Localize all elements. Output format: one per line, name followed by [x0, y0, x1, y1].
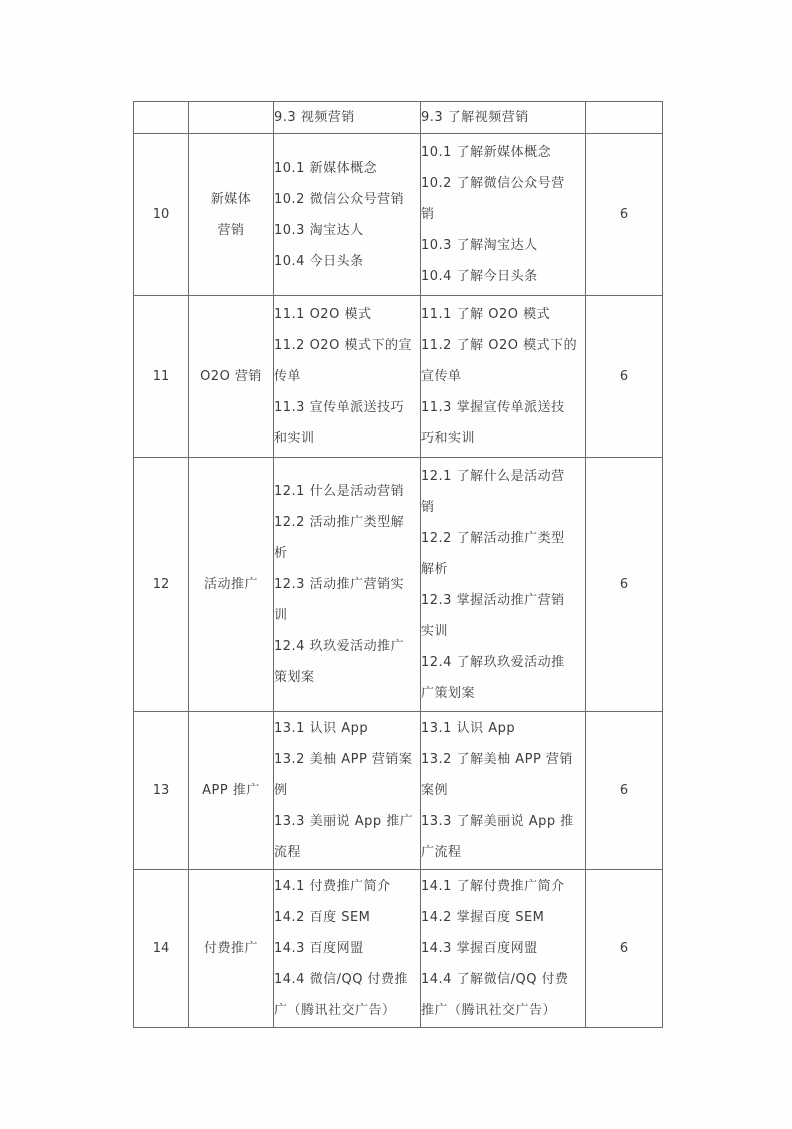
goal-cell: [421, 102, 586, 134]
goal-cell: [421, 870, 586, 1028]
content-line: 11.3 宣传单派送技巧: [274, 400, 405, 415]
content-line: 12.3 活动推广营销实: [274, 577, 405, 592]
content-line: 14.2 百度 SEM: [274, 910, 371, 925]
table-row: [134, 134, 663, 296]
syllabus-table: [133, 101, 663, 1028]
goal-line: 巧和实训: [421, 431, 476, 446]
content-line: 析: [274, 546, 288, 561]
goal-line: 广流程: [421, 845, 462, 860]
content-line: 流程: [274, 845, 302, 860]
module-name-cell: [189, 102, 274, 134]
module-name-cell: [189, 296, 274, 458]
goal-line: 广策划案: [421, 685, 476, 701]
module-name: 活动推广: [203, 577, 258, 592]
goal-line: 10.4 了解今日头条: [421, 269, 538, 284]
content-line: 13.2 美柚 APP 营销案: [274, 752, 413, 767]
content-line: 13.1 认识 App: [274, 721, 369, 736]
hours-cell: 6: [586, 134, 663, 296]
goal-cell: [421, 458, 586, 712]
goal-line: 10.3 了解淘宝达人: [421, 238, 538, 253]
row-number-cell: [134, 102, 189, 134]
content-line: 10.1 新媒体概念: [274, 160, 378, 176]
content-line: 14.3 百度网盟: [274, 941, 364, 956]
goal-line: 14.1 了解付费推广简介: [421, 879, 565, 894]
content-line: 例: [274, 783, 288, 798]
content-cell: [274, 134, 421, 296]
module-name-cell: [189, 134, 274, 296]
content-line: 广（腾讯社交广告）: [274, 1003, 396, 1018]
goal-line: 14.4 了解微信/QQ 付费: [421, 972, 569, 987]
content-cell: [274, 296, 421, 458]
module-name: 新媒体营销: [210, 191, 252, 238]
content-cell: [274, 102, 421, 134]
goal-line: 10.1 了解新媒体概念: [421, 145, 552, 160]
row-number-cell: 10: [134, 134, 189, 296]
goal-line: 10.2 了解微信公众号营: [421, 176, 565, 191]
content-cell: [274, 870, 421, 1028]
module-name: 付费推广: [203, 941, 258, 956]
goal-line: 11.2 了解 O2O 模式下的: [421, 338, 578, 353]
content-cell: [274, 712, 421, 870]
goal-line: 12.4 了解玖玖爱活动推: [421, 654, 565, 670]
module-name: APP 推广: [202, 783, 260, 798]
goal-line: 推广（腾讯社交广告）: [421, 1003, 557, 1018]
content-line: 11.2 O2O 模式下的宣: [274, 338, 412, 353]
hours-cell: 6: [586, 712, 663, 870]
goal-line: 解析: [421, 561, 449, 577]
goal-line: 12.1 了解什么是活动营: [421, 468, 565, 484]
content-line: 10.2 微信公众号营销: [274, 191, 405, 207]
goal-cell: [421, 712, 586, 870]
content-line: 13.3 美丽说 App 推广: [274, 814, 414, 829]
content-line: 12.2 活动推广类型解: [274, 515, 405, 530]
row-number-cell: 14: [134, 870, 189, 1028]
content-line: 和实训: [274, 431, 315, 446]
goal-line: 11.3 掌握宣传单派送技: [421, 400, 565, 415]
content-line: 11.1 O2O 模式: [274, 307, 372, 322]
goal-line: 实训: [421, 623, 449, 639]
row-number-cell: 11: [134, 296, 189, 458]
table-row: [134, 712, 663, 870]
content-line: 14.1 付费推广简介: [274, 879, 391, 894]
goal-line: 13.2 了解美柚 APP 营销: [421, 752, 573, 767]
content-line: 12.4 玖玖爱活动推广: [274, 639, 405, 654]
content-line: 10.3 淘宝达人: [274, 222, 364, 238]
goal-cell: [421, 296, 586, 458]
content-line: 传单: [274, 369, 302, 384]
row-number-cell: 13: [134, 712, 189, 870]
content-line: 训: [274, 608, 288, 623]
goal-line: 13.1 认识 App: [421, 721, 516, 736]
goal-line: 9.3 了解视频营销: [421, 110, 529, 125]
goal-line: 11.1 了解 O2O 模式: [421, 307, 551, 322]
hours-cell: 6: [586, 296, 663, 458]
goal-line: 销: [421, 207, 435, 222]
hours-cell: 6: [586, 458, 663, 712]
module-name-cell: [189, 458, 274, 712]
goal-line: 销: [421, 499, 435, 515]
goal-line: 案例: [421, 783, 449, 798]
module-name-cell: [189, 870, 274, 1028]
goal-line: 13.3 了解美丽说 App 推: [421, 814, 574, 829]
content-line: 10.4 今日头条: [274, 253, 364, 269]
goal-cell: [421, 134, 586, 296]
module-name-cell: [189, 712, 274, 870]
content-line: 14.4 微信/QQ 付费推: [274, 972, 409, 987]
table-row: [134, 296, 663, 458]
hours-cell: 6: [586, 870, 663, 1028]
table-row: [134, 458, 663, 712]
goal-line: 宣传单: [421, 369, 462, 384]
content-line: 9.3 视频营销: [274, 110, 355, 125]
goal-line: 12.2 了解活动推广类型: [421, 530, 565, 546]
table-row: [134, 870, 663, 1028]
content-line: 12.1 什么是活动营销: [274, 484, 405, 499]
module-name: O2O 营销: [200, 369, 262, 384]
row-number-cell: 12: [134, 458, 189, 712]
goal-line: 14.3 掌握百度网盟: [421, 941, 538, 956]
goal-line: 14.2 掌握百度 SEM: [421, 910, 545, 925]
table-row: [134, 102, 663, 134]
content-line: 策划案: [274, 670, 315, 685]
hours-cell: [586, 102, 663, 134]
content-cell: [274, 458, 421, 712]
goal-line: 12.3 掌握活动推广营销: [421, 592, 565, 608]
